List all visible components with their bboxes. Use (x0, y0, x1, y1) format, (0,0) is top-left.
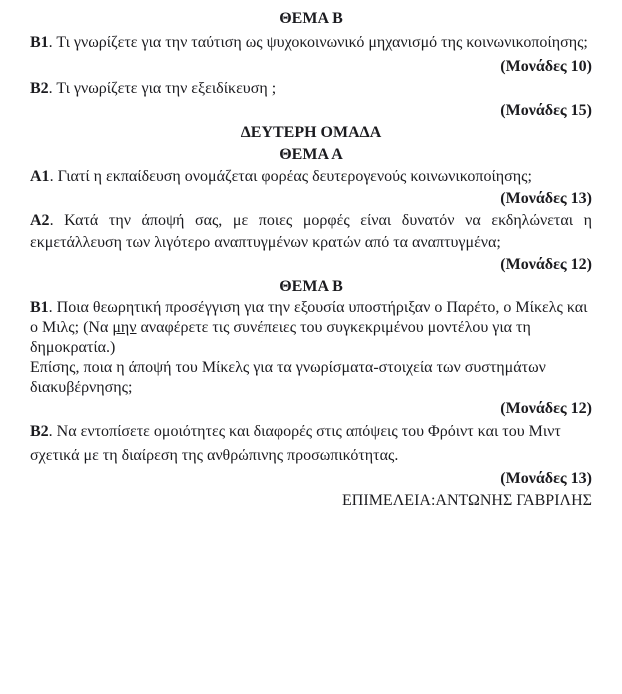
question-text-b1: . Τι γνωρίζετε για την ταύτιση ως ψυχοκοινωνικό μηχανισμό της κοινωνικοποίησης; (48, 34, 588, 51)
question-label-b2-group2: Β2 (30, 423, 49, 440)
theme-b-heading-group1: ΘΕΜΑ Β (279, 10, 343, 27)
theme-a-heading: ΘΕΜΑ Α (279, 146, 343, 163)
marks-a2: (Μονάδες 12) (500, 256, 592, 273)
question-b1-group2 (30, 298, 592, 398)
theme-b-heading-group2: ΘΕΜΑ Β (279, 278, 343, 295)
question-b2-group2 (30, 420, 592, 468)
question-b1-group2-part1 (30, 298, 592, 358)
question-label-b1-group2: Β1 (30, 299, 49, 316)
question-b1-group1 (30, 30, 592, 56)
credits-line: ΕΠΙΜΕΛΕΙΑ:ΑΝΤΩΝΗΣ ΓΑΒΡΙΛΗΣ (342, 492, 592, 509)
question-label-a1: Α1 (30, 168, 50, 185)
marks-b2-group1: (Μονάδες 15) (500, 102, 592, 119)
question-label-b2: Β2 (30, 80, 49, 97)
question-text-b1-group2-after: αναφέρετε τις συνέπειες του συγκεκριμένου μοντέλου για τη δημοκρατία.) (30, 319, 531, 356)
question-a2 (30, 210, 592, 254)
question-b2-group1 (30, 78, 592, 100)
question-text-b2-group2: . Να εντοπίσετε ομοιότητες και διαφορές στις απόψεις του Φρόιντ και του Μιντ σχετικά με τη διαίρεση της ανθρώπινης προσωπικότητας. (30, 423, 561, 464)
question-text-b2: . Τι γνωρίζετε για την εξειδίκευση ; (48, 80, 277, 97)
question-text-a1: . Γιατί η εκπαίδευση ονομάζεται φορέας δευτερογενούς κοινωνικοποίησης; (49, 168, 532, 185)
second-group-heading: ΔΕΥΤΕΡΗ ΟΜΑΔΑ (240, 124, 382, 141)
question-label-a2: Α2 (30, 212, 50, 229)
question-label-b1: Β1 (30, 34, 49, 51)
question-b1-group2-part2: Επίσης, ποια η άποψή του Μίκελς για τα γνωρίσματα-στοιχεία των συστημάτων διακυβέρνησης; (30, 359, 546, 396)
marks-b1-group1: (Μονάδες 10) (500, 58, 592, 75)
marks-a1: (Μονάδες 13) (500, 190, 592, 207)
question-text-b1-group2-before: . Ποια θεωρητική προσέγγιση για την εξουσία υποστήριξαν ο Παρέτο, ο Μίκελς και ο Μιλς; (Να (30, 299, 588, 336)
underlined-word: μην (112, 319, 137, 336)
marks-b1-group2: (Μονάδες 12) (500, 400, 592, 417)
question-a1 (30, 166, 592, 188)
marks-b2-group2: (Μονάδες 13) (500, 470, 592, 487)
question-text-a2: . Κατά την άποψή σας, με ποιες μορφές είναι δυνατόν να εκδηλώνεται η εκμετάλλευση των λιγότερο αναπτυγμένων κρατών από τα αναπτυγμένα; (30, 212, 592, 251)
